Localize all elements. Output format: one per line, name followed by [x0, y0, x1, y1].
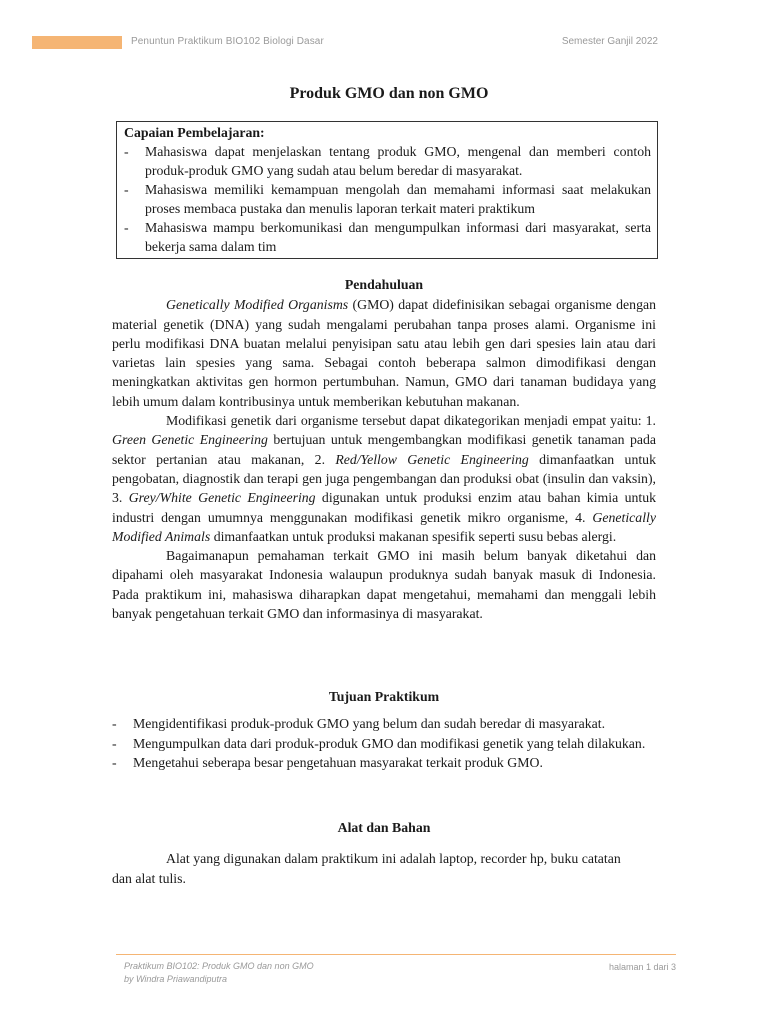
introduction-heading: Pendahuluan — [344, 277, 424, 292]
list-item-text: Mahasiswa mampu berkomunikasi dan mengumpulkan informasi dari masyarakat, serta bekerja sama dalam tim — [145, 220, 651, 254]
paragraph-text: (GMO) dapat didefinisikan sebagai organisme dengan material genetik (DNA) yang sudah mengalami perubahan tanpa proses alami. Organisme ini perlu modifikasi DNA buatan melalui penyisipan satu atau lebih gen dari spesies lain atau dari varietas lain spesies yang sama. Sebagai contoh beberapa salmon dimodifikasi dengan meningkatkan aktivitas gen hormon pertumbuhan. Namun, GMO dari tanaman budidaya yang lebih umum dalam kontribusinya untuk memberikan kebutuhan makanan. — [112, 297, 656, 409]
footer-author: by Windra Priawandiputra — [124, 974, 227, 984]
materials-paragraph: Alat yang digunakan dalam praktikum ini adalah laptop, recorder hp, buku catatan dan alat tulis. — [112, 851, 621, 886]
list-item: - Mengetahui seberapa besar pengetahuan masyarakat terkait produk GMO. — [112, 753, 656, 772]
intro-paragraph-2 — [112, 411, 656, 546]
paragraph-text: dimanfaatkan untuk pengobatan, diagnostik dan terapi gen juga pengembangan dan produksi obat (insulin dan vaksin), 3. — [112, 451, 656, 506]
materials-section — [112, 818, 642, 888]
footer-credit — [124, 960, 314, 986]
introduction-section — [112, 275, 656, 623]
intro-paragraph-1 — [112, 295, 656, 411]
footer-course: Praktikum BIO102: Produk GMO dan non GMO — [124, 961, 314, 971]
objectives-heading: Tujuan Praktikum — [328, 689, 440, 704]
list-item-text: Mengumpulkan data dari produk-produk GMO dan modifikasi genetik yang telah dilakukan. — [133, 735, 646, 751]
list-item-text: Mengetahui seberapa besar pengetahuan masyarakat terkait produk GMO. — [133, 754, 543, 770]
list-item: - Mahasiswa mampu berkomunikasi dan mengumpulkan informasi dari masyarakat, serta bekerja sama dalam tim — [124, 220, 651, 254]
list-item: - Mahasiswa memiliki kemampuan mengolah dan memahami informasi saat melakukan proses membaca pustaka dan menulis laporan terkait materi praktikum — [124, 182, 651, 216]
term-gmo: Genetically Modified Organisms — [166, 297, 349, 313]
footer-divider — [116, 954, 676, 955]
list-item: - Mengumpulkan data dari produk-produk GMO dan modifikasi genetik yang telah dilakukan. — [112, 734, 656, 753]
term-red-yellow: Red/Yellow Genetic Engineering — [335, 451, 529, 467]
header-semester: Semester Ganjil 2022 — [561, 36, 658, 47]
list-item: - Mahasiswa dapat menjelaskan tentang produk GMO, mengenal dan memberi contoh produk-produk GMO yang sudah atau belum beredar di masyarakat. — [124, 144, 651, 178]
paragraph-text: bertujuan untuk mengembangkan modifikasi genetik tanaman pada sektor pertanian atau makanan, 2. — [112, 432, 656, 467]
header-course-title: Penuntun Praktikum BIO102 Biologi Dasar — [131, 36, 324, 47]
learning-outcomes-box — [116, 121, 658, 259]
paragraph-text: digunakan untuk produksi enzim atau bahan kimia untuk industri dengan umumnya menggunakan modifikasi genetik mikro organisme, 4. — [112, 490, 656, 525]
term-green: Green Genetic Engineering — [112, 432, 268, 448]
term-animals: Genetically Modified Animals — [112, 509, 656, 544]
header-accent-bar — [32, 36, 122, 49]
learning-outcomes-heading: Capaian Pembelajaran: — [124, 125, 265, 140]
page-number: halaman 1 dari 3 — [608, 962, 676, 972]
paragraph-text: Modifikasi genetik dari organisme tersebut dapat dikategorikan menjadi empat yaitu: 1. — [166, 413, 656, 429]
list-item-text: Mahasiswa memiliki kemampuan mengolah dan memahami informasi saat melakukan proses membaca pustaka dan menulis laporan terkait materi praktikum — [145, 182, 651, 216]
list-item: - Mengidentifikasi produk-produk GMO yang belum dan sudah beredar di masyarakat. — [112, 714, 656, 733]
list-item-text: Mahasiswa dapat menjelaskan tentang produk GMO, mengenal dan memberi contoh produk-produk GMO yang sudah atau belum beredar di masyarakat. — [145, 144, 651, 178]
objectives-section — [112, 687, 656, 772]
page-title: Produk GMO dan non GMO — [289, 85, 489, 102]
term-grey-white: Grey/White Genetic Engineering — [128, 490, 316, 506]
intro-paragraph-3: Bagaimanapun pemahaman terkait GMO ini masih belum banyak diketahui dan dipahami oleh masyarakat Indonesia walaupun produknya sudah banyak masuk di Indonesia. Pada praktikum ini, mahasiswa diharapkan dapat mengetahui, memahami dan menggali lebih banyak pengetahuan terkait GMO dan informasinya di masyarakat. — [112, 548, 656, 622]
list-item-text: Mengidentifikasi produk-produk GMO yang belum dan sudah beredar di masyarakat. — [133, 716, 606, 732]
paragraph-text: dimanfaatkan untuk produksi makanan spesifik seperti susu bebas alergi. — [210, 528, 617, 544]
materials-heading: Alat dan Bahan — [337, 820, 431, 835]
